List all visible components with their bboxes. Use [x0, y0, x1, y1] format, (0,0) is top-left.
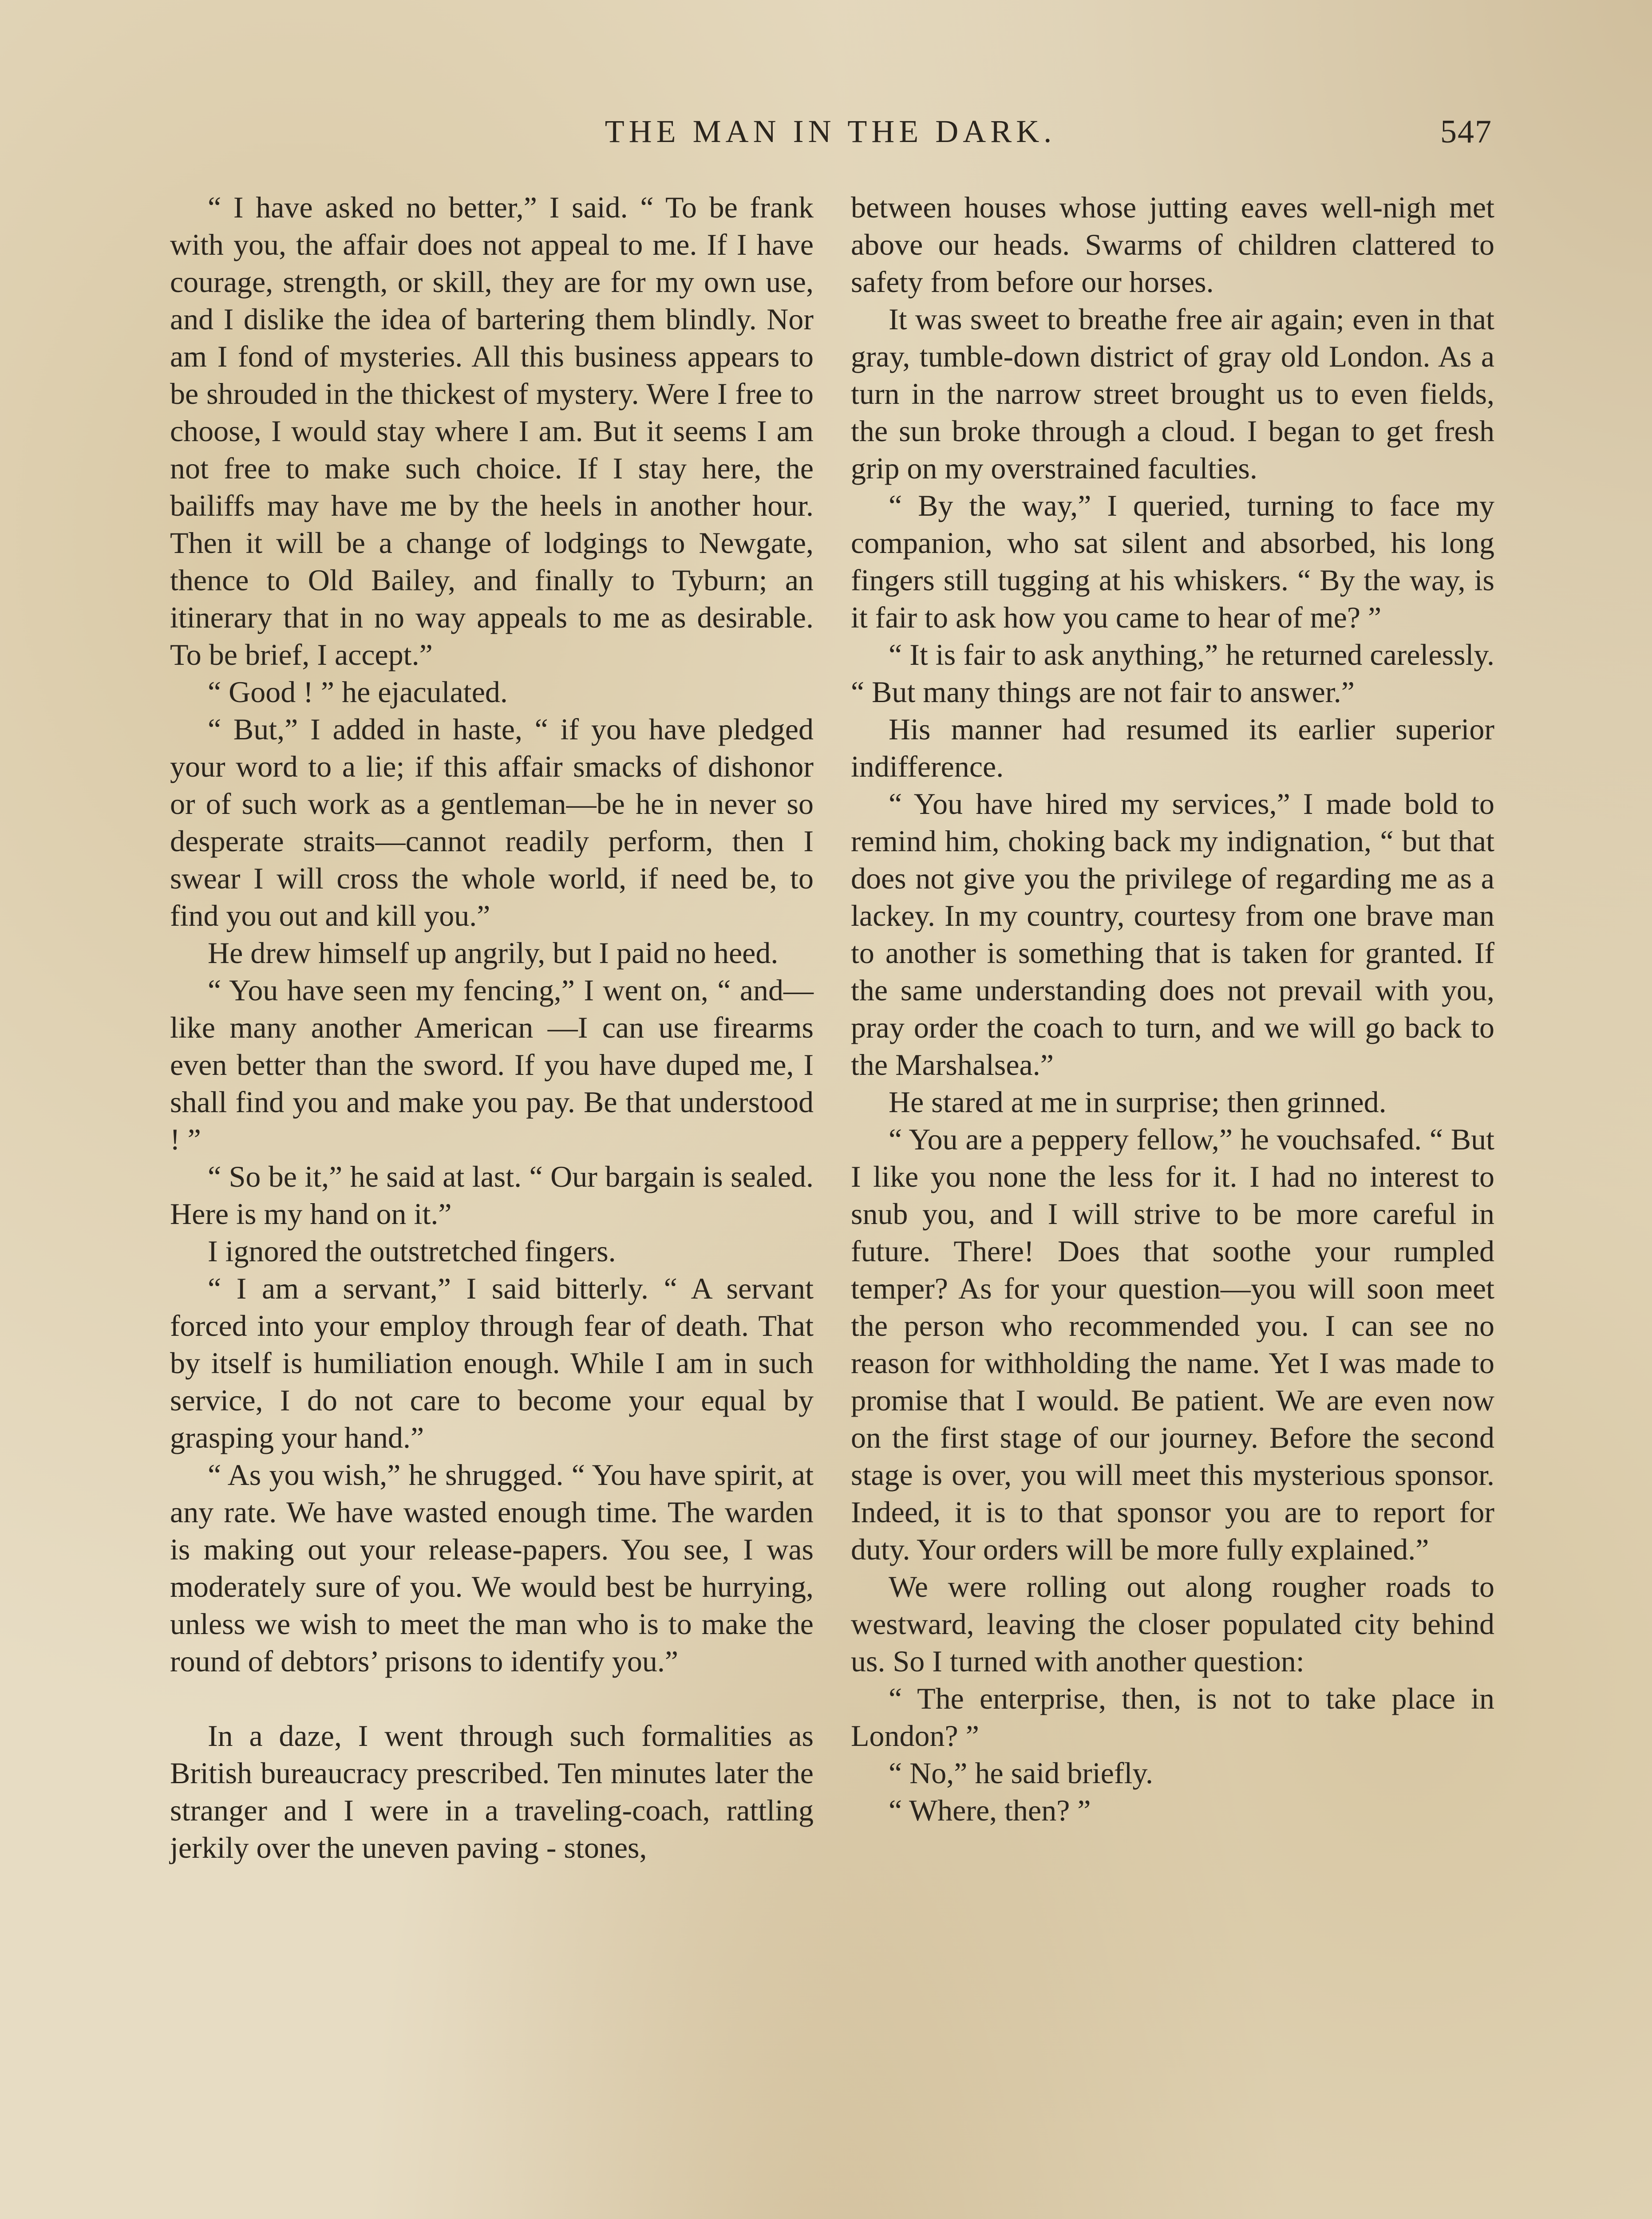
- paragraph: “ I have asked no better,” I said. “ To be frank with you, the affair does not appeal to me. If I have courage, strength, or skill, they are for my own use, and I dislike the idea of bartering them blindly. Nor am I fond of mysteries. All this business appears to be shrouded in the thickest of mystery. Were I free to choose, I would stay where I am. But it seems I am not free to make such choice. If I stay here, the bailiffs may have me by the heels in another hour. Then it will be a change of lodgings to Newgate, thence to Old Bailey, and finally to Tyburn; an itinerary that in no way appeals to me as desirable. To be brief, I accept.”: [170, 190, 814, 671]
- running-title: THE MAN IN THE DARK.: [605, 114, 1056, 149]
- paragraph: “ I am a servant,” I said bitterly. “ A servant forced into your employ through fear of death. That by itself is humiliation enough. While I am in such service, I do not care to become your equal by grasping your hand.”: [170, 1271, 814, 1454]
- paragraph: “ Good ! ” he ejaculated.: [208, 675, 508, 709]
- paragraph: “ You are a peppery fellow,” he vouchsafed. “ But I like you none the less for it. I had no interest to snub you, and I will strive to be more careful in future. There! Does that soothe your rumpled temper? As for your question—you will soon meet the person who recommended you. I can see no reason for withholding the name. Yet I was made to promise that I would. Be patient. We are even now on the first stage of our journey. Before the second stage is over, you will meet this mysterious sponsor. Indeed, it is to that sponsor you are to report for duty. Your orders will be more fully explained.”: [851, 1122, 1494, 1566]
- paragraph: “ No,” he said briefly.: [889, 1756, 1154, 1790]
- paragraph: I ignored the outstretched fingers.: [208, 1234, 616, 1268]
- paragraph: “ As you wish,” he shrugged. “ You have spirit, at any rate. We have wasted enough time. The warden is making out your release-papers. You see, I was moderately sure of you. We would best be hurrying, unless we wish to meet the man who is to make the round of debtors’ prisons to identify you.”: [170, 1458, 814, 1678]
- paragraph: “ But,” I added in haste, “ if you have pledged your word to a lie; if this affair smacks of dishonor or of such work as a gentleman—be he in never so desperate straits—cannot readily perform, then I swear I will cross the whole world, if need be, to find you out and kill you.”: [170, 712, 814, 932]
- paragraph: He drew himself up angrily, but I paid no heed.: [208, 936, 779, 970]
- paragraph: “ You have seen my fencing,” I went on, “ and—like many another American —I can use firearms even better than the sword. If you have duped me, I shall find you and make you pay. Be that understood ! ”: [170, 973, 814, 1156]
- paragraph: “ You have hired my services,” I made bold to remind him, choking back my indignation, “ but that does not give you the privilege of regarding me as a lackey. In my country, courtesy from one brave man to another is something that is taken for granted. If the same understanding does not prevail with you, pray order the coach to turn, and we will go back to the Marshalsea.”: [851, 787, 1494, 1082]
- paragraph: His manner had resumed its earlier superior indifference.: [851, 712, 1494, 783]
- page-number: 547: [1440, 114, 1492, 150]
- paragraph: It was sweet to breathe free air again; even in that gray, tumble-down district of gray old London. As a turn in the narrow street brought us to even fields, the sun broke through a cloud. I began to get fresh grip on my overstrained faculties.: [851, 302, 1494, 485]
- paragraph: “ It is fair to ask anything,” he returned carelessly. “ But many things are not fair to answer.”: [851, 638, 1494, 709]
- right-column: [851, 189, 1494, 1829]
- paragraph: “ Where, then? ”: [889, 1793, 1091, 1827]
- page-header: [169, 113, 1492, 162]
- left-column: [170, 189, 814, 1866]
- paragraph: “ The enterprise, then, is not to take place in London? ”: [851, 1682, 1494, 1753]
- paragraph: In a daze, I went through such formalities as British bureaucracy prescribed. Ten minutes later the stranger and I were in a traveling-coach, rattling jerkily over the uneven paving - stones,: [170, 1719, 814, 1864]
- paragraph: We were rolling out along rougher roads to westward, leaving the closer populated city behind us. So I turned with another question:: [851, 1570, 1494, 1678]
- paragraph: between houses whose jutting eaves well-nigh met above our heads. Swarms of children clattered to safety from before our horses.: [851, 190, 1494, 299]
- paragraph: He stared at me in surprise; then grinned.: [889, 1085, 1387, 1119]
- paragraph: “ By the way,” I queried, turning to face my companion, who sat silent and absorbed, his long fingers still tugging at his whiskers. “ By the way, is it fair to ask how you came to hear of me? ”: [851, 489, 1494, 634]
- paragraph: “ So be it,” he said at last. “ Our bargain is sealed. Here is my hand on it.”: [170, 1160, 814, 1231]
